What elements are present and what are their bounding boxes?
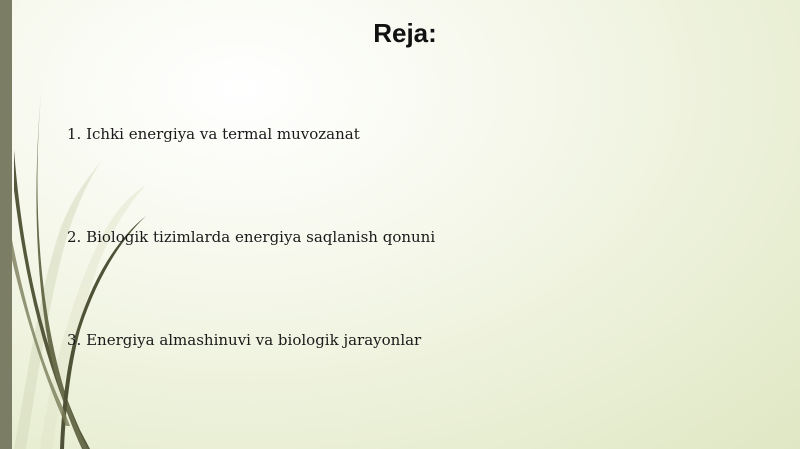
slide-title: Reja: <box>373 18 437 48</box>
plan-item-2: 2. Biologik tizimlarda energiya saqlanish qonuni <box>67 228 436 246</box>
grass-leaves-decoration <box>0 0 160 449</box>
plan-item-1: 1. Ichki energiya va termal muvozanat <box>67 125 360 143</box>
plan-item-3: 3. Energiya almashinuvi va biologik jarayonlar <box>67 331 422 349</box>
leaf-light-2 <box>40 185 146 449</box>
